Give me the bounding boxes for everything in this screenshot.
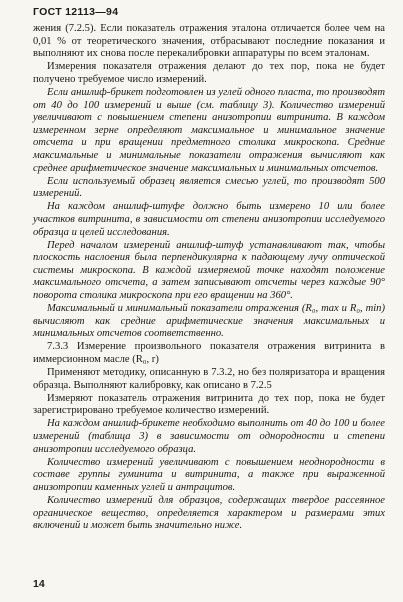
paragraph-2: Измерения показателя отражения делают до тех пор, пока не будет получено требуемое число измерений. [33, 61, 385, 85]
paragraph-9: Применяют методику, описанную в 7.3.2, но без поляризатора и вращения образца. Выполняют калибровку, как описано в 7.2.5 [33, 367, 385, 391]
page-number: 14 [33, 578, 45, 590]
paragraph-10: Измеряют показатель отражения витринита до тех пор, пока не будет зарегистрировано требуемое количество измерений. [33, 392, 385, 417]
paragraph-7: Максимальный и минимальный показатели отражения (R₀, max и R₀, min) вычисляют как средние арифметические значения максимальных и минимальных отсчетов соответственно. [33, 303, 385, 340]
standard-header: ГОСТ 12113—94 [33, 6, 119, 18]
paragraph-4: Если используемый образец является смесью углей, то производят 500 измерений. [33, 175, 385, 200]
document-body [33, 23, 385, 533]
paragraph-3: Если аншлиф-брикет подготовлен из углей одного пласта, то производят от 40 до 100 измерений и выше (см. таблицу 3). Количество измерений увеличивают с повышением степени анизотропии витринита. В каждом измеренном зерне определяют максимальное и минимальное значение отсчета и при вращении предметного столика микроскопа. Средние максимальные и минимальные показатели отражения вычисляют как среднее арифметическое значение максимальных и минимальных отсчетов. [33, 86, 385, 174]
paragraph-12: Количество измерений увеличивают с повышением неоднородности в составе группы гуминита и витринита, а также при выраженной анизотропии каменных углей и антрацитов. [33, 456, 385, 493]
paragraph-11: На каждом аншлиф-брикете необходимо выполнить от 40 до 100 и более измерений (таблица 3) в зависимости от однородности и степени анизотропии исследуемого образца. [33, 418, 385, 455]
paragraph-1: жения (7.2.5). Если показатель отражения эталона отличается более чем на 0,01 % от теоретического значения, отбрасывают последние показания и выполняют их снова после перекалибровки аппаратуры по всем эталонам. [33, 23, 385, 60]
paragraph-13: Количество измерений для образцов, содержащих твердое рассеянное органическое вещество, определяется характером и размерами этих включений и может быть значительно ниже. [33, 494, 385, 532]
paragraph-5: На каждом аншлиф-штуфе должно быть измерено 10 или более участков витринита, в зависимости от степени анизотропии исследуемого образца и целей исследования. [33, 201, 385, 238]
paragraph-6: Перед началом измерений аншлиф-штуф устанавливают так, чтобы плоскость наслоения была перпендикулярна к падающему лучу оптической системы микроскопа. В каждой измеряемой точке находят положение максимального отсчета, а затем записывают отсчеты через каждые 90° поворота столика микроскопа при его вращении на 360°. [33, 239, 385, 301]
section-heading-7-3-3: 7.3.3 Измерение произвольного показателя отражения витринита в иммерсионном масле (R₀, r) [33, 341, 385, 365]
